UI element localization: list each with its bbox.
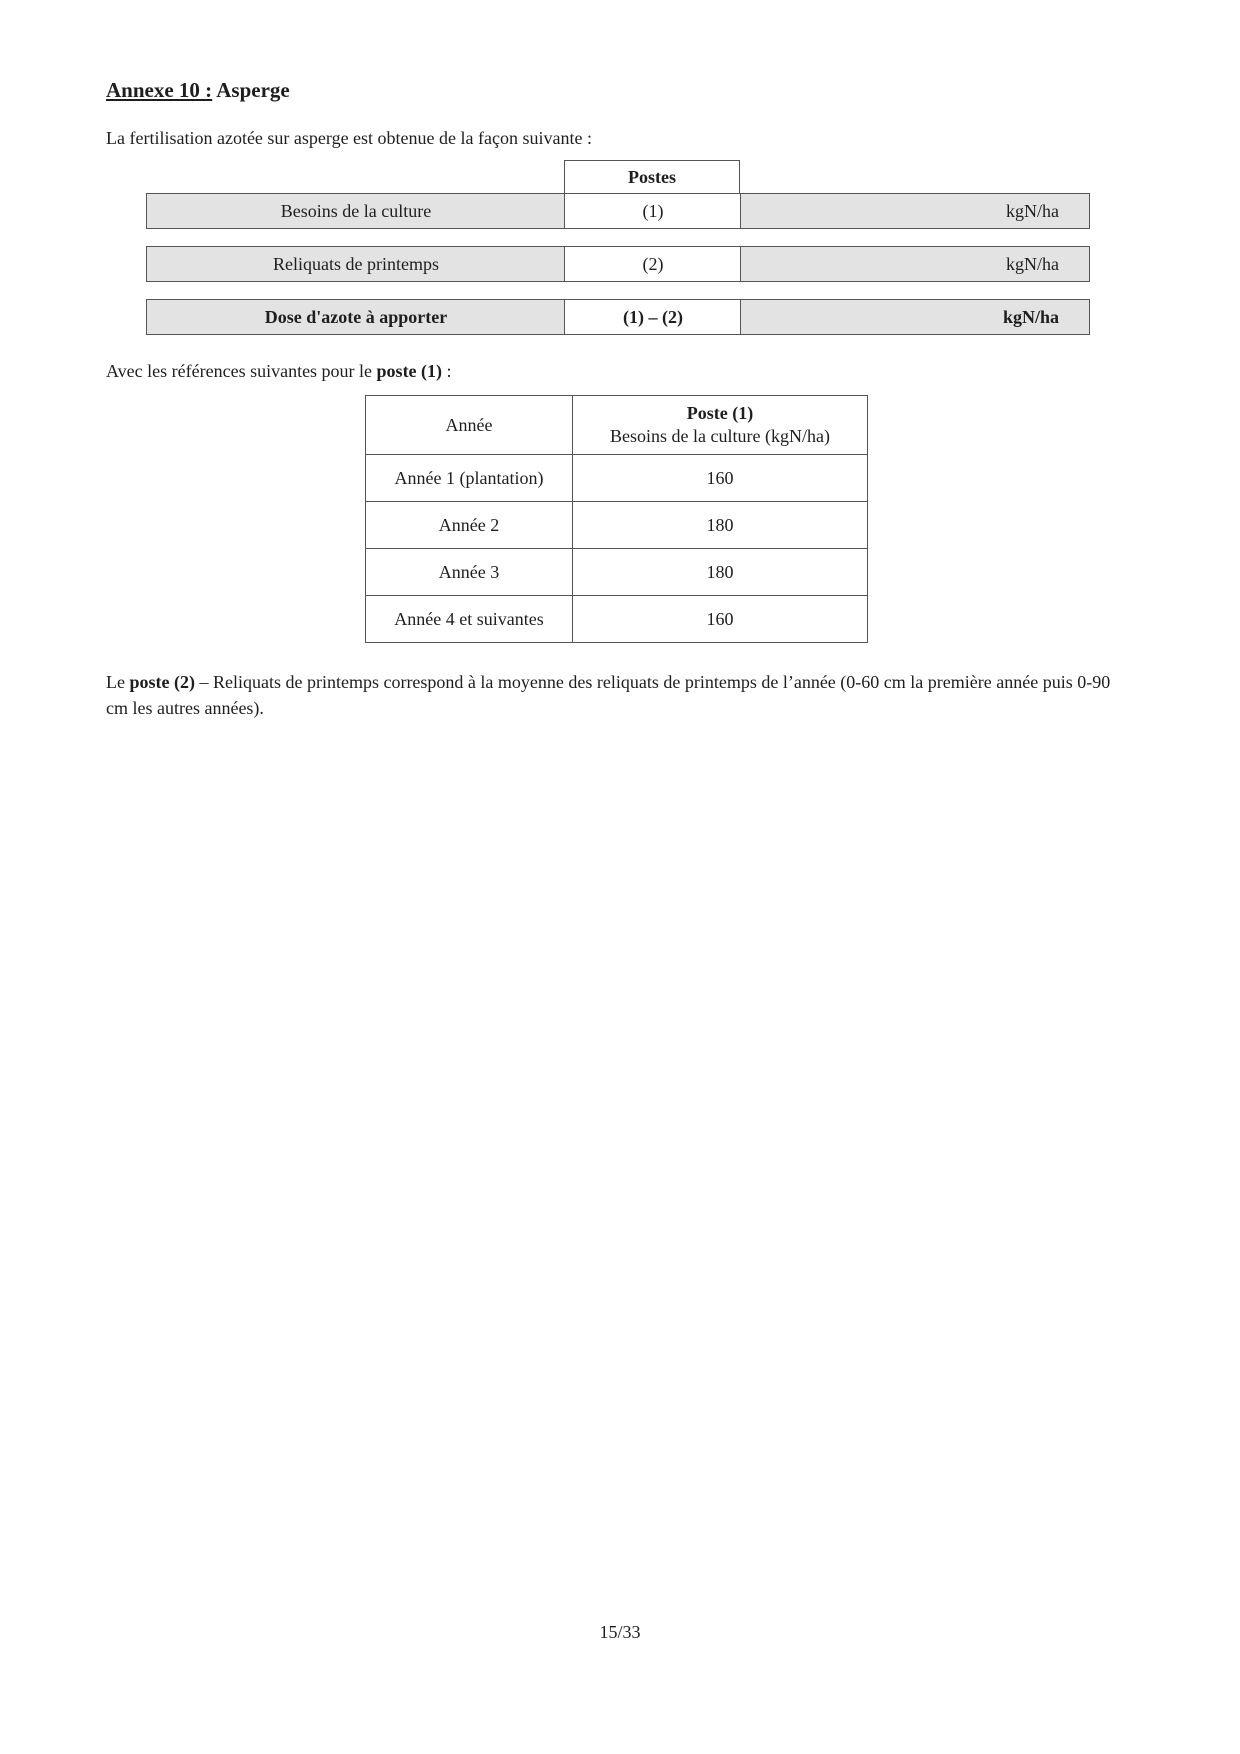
calc-row-reliquats: [146, 246, 1090, 282]
page-number: 15/33: [599, 1622, 641, 1642]
annex-number: Annexe 10 :: [106, 78, 213, 102]
calc-label: Dose d'azote à apporter: [146, 299, 566, 335]
calc-row-besoins: [146, 193, 1090, 229]
calc-unit: kgN/ha: [740, 299, 1090, 335]
references-intro-suffix: :: [442, 361, 452, 381]
references-intro: [106, 361, 452, 382]
year-cell: Année 4 et suivantes: [366, 596, 573, 643]
year-cell: Année 3: [366, 549, 573, 596]
intro-text: La fertilisation azotée sur asperge est obtenue de la façon suivante :: [106, 128, 592, 148]
table-header-row: [366, 396, 868, 455]
poste-2-note: [106, 669, 1136, 721]
table-row: [366, 455, 868, 502]
reference-table: [365, 395, 868, 643]
references-intro-bold: poste (1): [376, 361, 443, 381]
calc-unit: kgN/ha: [740, 246, 1090, 282]
table-row: [366, 549, 868, 596]
postes-header: Postes: [564, 160, 740, 193]
table-row: [366, 596, 868, 643]
annex-title: [106, 78, 290, 103]
poste-header-subtitle: Besoins de la culture (kgN/ha): [610, 426, 830, 446]
column-header-poste: [573, 396, 868, 455]
calc-label: Besoins de la culture: [146, 193, 566, 229]
year-cell: Année 2: [366, 502, 573, 549]
calc-code: (1) – (2): [564, 299, 742, 335]
value-cell: 160: [573, 596, 868, 643]
calc-code: (1): [564, 193, 742, 229]
value-cell: 180: [573, 549, 868, 596]
note-bold: poste (2): [129, 672, 195, 692]
calc-code: (2): [564, 246, 742, 282]
year-cell: Année 1 (plantation): [366, 455, 573, 502]
calc-row-dose: [146, 299, 1090, 335]
calc-unit: kgN/ha: [740, 193, 1090, 229]
note-prefix: Le: [106, 672, 130, 692]
table-row: [366, 502, 868, 549]
calc-label: Reliquats de printemps: [146, 246, 566, 282]
value-cell: 180: [573, 502, 868, 549]
note-text: – Reliquats de printemps correspond à la moyenne des reliquats de printemps de l’année (0-60 cm la première année puis 0-90 cm les autres années).: [106, 672, 1111, 718]
references-intro-text: Avec les références suivantes pour le: [106, 361, 377, 381]
poste-header-title: Poste (1): [686, 403, 754, 423]
column-header-year: Année: [366, 396, 573, 455]
value-cell: 160: [573, 455, 868, 502]
annex-name: Asperge: [216, 78, 290, 102]
